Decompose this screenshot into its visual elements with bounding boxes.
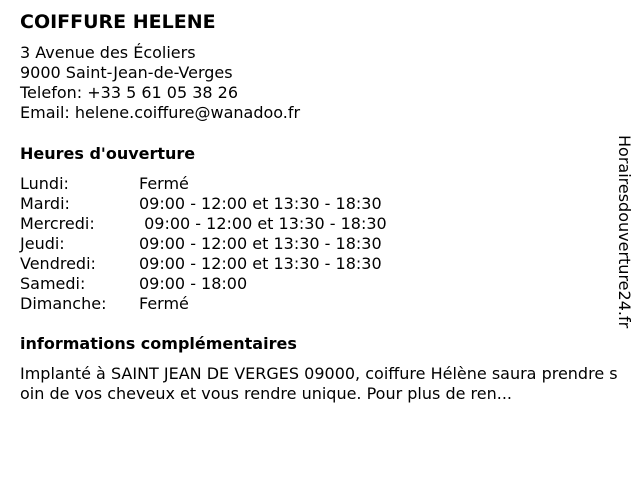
opening-hours-table — [20, 174, 387, 314]
business-name: COIFFURE HELENE — [20, 11, 216, 33]
hours-row-thursday — [20, 234, 387, 254]
hours-row-sunday — [20, 294, 387, 314]
hours-time: 09:00 - 18:00 — [139, 274, 248, 293]
hours-day: Mardi: — [20, 194, 70, 213]
address-line-city: 9000 Saint-Jean-de-Verges — [20, 63, 233, 82]
phone-number: Telefon: +33 5 61 05 38 26 — [20, 83, 239, 102]
hours-row-monday — [20, 174, 387, 194]
hours-row-friday — [20, 254, 387, 274]
site-watermark: Horairesdouverture24.fr — [615, 135, 634, 329]
address-line-street: 3 Avenue des Écoliers — [20, 43, 196, 62]
hours-time: 09:00 - 12:00 et 13:30 - 18:30 — [139, 194, 382, 213]
hours-time: Fermé — [139, 294, 189, 313]
hours-time: Fermé — [139, 174, 189, 193]
opening-hours-heading: Heures d'ouverture — [20, 144, 196, 163]
additional-info-heading: informations complémentaires — [20, 334, 297, 353]
business-contact — [20, 43, 300, 123]
hours-row-saturday — [20, 274, 387, 294]
hours-day: Mercredi: — [20, 214, 95, 233]
hours-row-wednesday — [20, 214, 387, 234]
business-description: Implanté à SAINT JEAN DE VERGES 09000, coiffure Hélène saura prendre soin de vos cheveux et vous rendre unique. Pour plus de ren... — [20, 364, 618, 403]
hours-row-tuesday — [20, 194, 387, 214]
hours-time: 09:00 - 12:00 et 13:30 - 18:30 — [139, 234, 382, 253]
hours-day: Dimanche: — [20, 294, 107, 313]
hours-time: 09:00 - 12:00 et 13:30 - 18:30 — [139, 254, 382, 273]
hours-day: Vendredi: — [20, 254, 96, 273]
hours-day: Jeudi: — [20, 234, 65, 253]
email-address: Email: helene.coiffure@wanadoo.fr — [20, 103, 301, 122]
hours-day: Lundi: — [20, 174, 69, 193]
hours-day: Samedi: — [20, 274, 86, 293]
hours-time: 09:00 - 12:00 et 13:30 - 18:30 — [139, 214, 387, 233]
